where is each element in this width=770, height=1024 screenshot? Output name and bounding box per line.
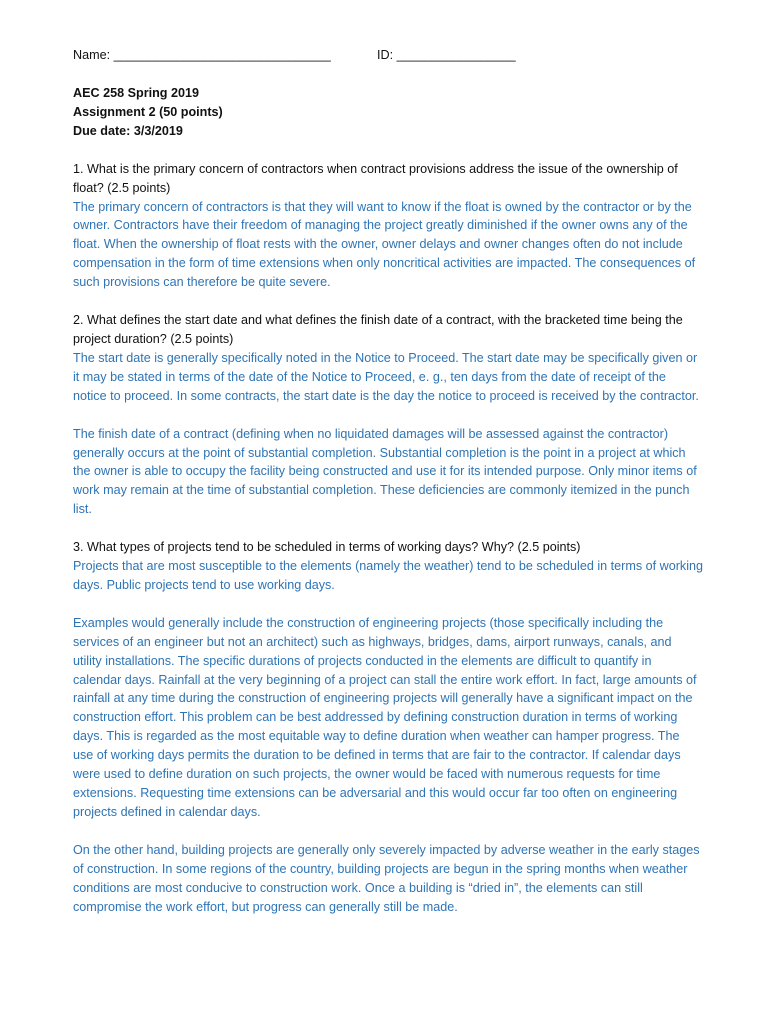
answer-paragraph: On the other hand, building projects are generally only severely impacted by adverse weather in the early stages of construction. In some regions of the country, building projects are begun in the spring months when weather conditions are most conducive to construction work. Once a building is “dried in”, the elements can still compromise the work effort, but progress can generally still be made. — [73, 842, 700, 914]
id-field-label: ID: _________________ — [377, 48, 516, 62]
question-2-continued — [73, 425, 703, 520]
assignment-title: Assignment 2 (50 points) — [73, 104, 223, 119]
document-page — [73, 46, 703, 935]
question-2 — [73, 311, 703, 406]
course-title: AEC 258 Spring 2019 — [73, 86, 199, 100]
answer-paragraph: The primary concern of contractors is that they will want to know if the float is owned by the contractor or by the owner. Contractors have their freedom of managing the project greatly diminished if the owner owns any of the float. When the ownership of float rests with the owner, owner delays and owner changes often do not include compensation in the form of time extensions when only noncritical activities are impacted. The consequences of such provisions can therefore be quite severe. — [73, 199, 696, 290]
answer-paragraph: Examples would generally include the construction of engineering projects (those specifically including the services of an engineer but not an architect) such as highways, bridges, dams, airport runways, canals, and utility installations. The specific durations of projects conducted in the elements are difficult to quantify in calendar days. Rainfall at the very beginning of a project can stall the entire work effort. In fact, large amounts of rainfall at any time during the construction of engineering projects will generally have a significant impact on the construction effort. This problem can be best addressed by defining construction duration in terms of working days. This is regarded as the most equitable way to define duration when weather can hamper progress. The use of working days permits the duration to be defined in terms that are fair to the contractor. If calendar days were used to define duration on such projects, the owner would be faced with numerous requests for time extensions. Requesting time extensions can be adversarial and this would occur far too often on engineering projects defined in calendar days. — [73, 615, 697, 819]
question-text: 2. What defines the start date and what defines the finish date of a contract, with the bracketed time being the project duration? (2.5 points) — [73, 313, 683, 346]
question-text: 3. What types of projects tend to be scheduled in terms of working days? Why? (2.5 points) — [73, 540, 581, 555]
question-text: 1. What is the primary concern of contractors when contract provisions address the issue of the ownership of float? (2.5 points) — [73, 161, 678, 195]
question-3-continued — [73, 614, 703, 822]
question-1 — [73, 160, 703, 292]
header-row — [73, 46, 703, 65]
name-field-label: Name: _______________________________ — [73, 48, 331, 62]
question-3-continued-2 — [73, 841, 703, 917]
due-date: Due date: 3/3/2019 — [73, 123, 183, 138]
question-3 — [73, 538, 703, 595]
answer-paragraph: Projects that are most susceptible to the elements (namely the weather) tend to be scheduled in terms of working days. Public projects tend to use working days. — [73, 559, 704, 592]
answer-paragraph: The finish date of a contract (defining when no liquidated damages will be assessed against the contractor) generally occurs at the point of substantial completion. Substantial completion is the point in a project at which the owner is able to occupy the facility being constructed and use it for its intended purpose. Only minor items of work may remain at the time of substantial completion. These deficiencies are commonly itemized in the punch list. — [73, 426, 697, 517]
answer-paragraph: The start date is generally specifically noted in the Notice to Proceed. The start date may be specifically given or it may be stated in terms of the date of the Notice to Proceed, e. g., ten days from the date of receipt of the notice to proceed. In some contracts, the start date is the day the notice to proceed is received by the contractor. — [73, 350, 699, 403]
assignment-meta — [73, 84, 703, 141]
